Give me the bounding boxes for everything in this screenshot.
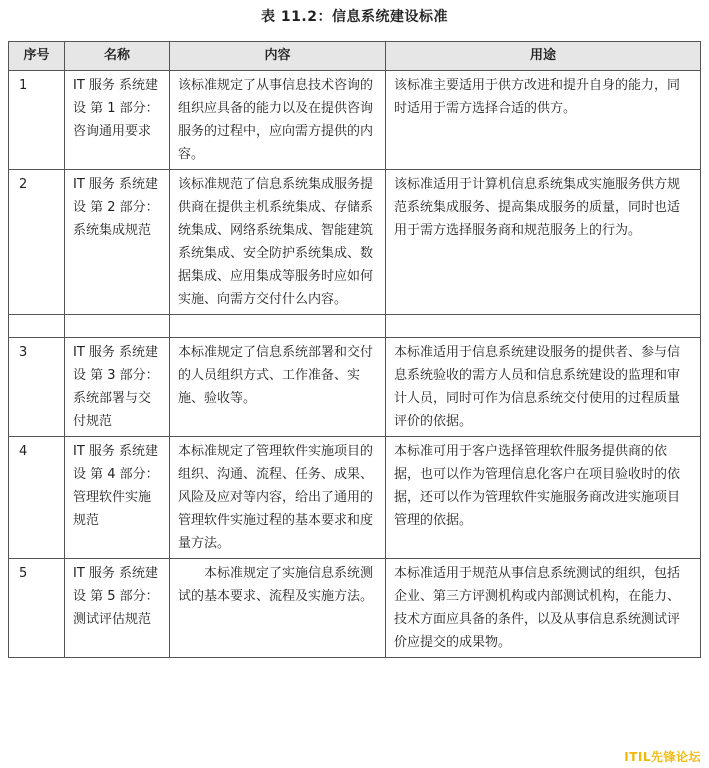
cell-content: 本标准规定了管理软件实施项目的组织、沟通、流程、任务、成果、风险及应对等内容，给出了通用的管理软件实施过程的基本要求和度量方法。 [170, 437, 386, 559]
header-no: 序号 [9, 42, 65, 71]
header-usage: 用途 [386, 42, 701, 71]
cell-name: IT 服务 系统建设 第 1 部分：咨询通用要求 [65, 71, 170, 170]
cell-no: 1 [9, 71, 65, 170]
table-row [9, 71, 701, 170]
table-row [9, 338, 701, 437]
header-content: 内容 [170, 42, 386, 71]
standards-table [8, 41, 701, 658]
cell-content: 该标准规定了从事信息技术咨询的组织应具备的能力以及在提供咨询服务的过程中，应向需方提供的内容。 [170, 71, 386, 170]
cell-usage: 本标准可用于客户选择管理软件服务提供商的依据，也可以作为管理信息化客户在项目验收时的依据，还可以作为管理软件实施服务商改进实施项目管理的依据。 [386, 437, 701, 559]
cell-usage: 该标准主要适用于供方改进和提升自身的能力，同时适用于需方选择合适的供方。 [386, 71, 701, 170]
cell-usage: 本标准适用于信息系统建设服务的提供者、参与信息系统验收的需方人员和信息系统建设的监理和审计人员，同时可作为信息系统交付使用的过程质量评价的依据。 [386, 338, 701, 437]
cell-empty [386, 315, 701, 338]
table-gap-row [9, 315, 701, 338]
table-row [9, 170, 701, 315]
cell-content: 该标准规范了信息系统集成服务提供商在提供主机系统集成、存储系统集成、网络系统集成、智能建筑系统集成、安全防护系统集成、数据集成、应用集成等服务时应如何实施、向需方交付什么内容。 [170, 170, 386, 315]
cell-empty [9, 315, 65, 338]
cell-name: IT 服务 系统建设 第 5 部分：测试评估规范 [65, 559, 170, 658]
table-header-row [9, 42, 701, 71]
table-caption: 表 11.2：信息系统建设标准 [261, 9, 448, 25]
cell-empty [65, 315, 170, 338]
cell-no: 2 [9, 170, 65, 315]
cell-name: IT 服务 系统建设 第 3 部分：系统部署与交付规范 [65, 338, 170, 437]
cell-content: 本标准规定了实施信息系统测试的基本要求、流程及实施方法。 [170, 559, 386, 658]
cell-usage: 该标准适用于计算机信息系统集成实施服务供方规范系统集成服务、提高集成服务的质量，同时也适用于需方选择服务商和规范服务上的行为。 [386, 170, 701, 315]
header-name: 名称 [65, 42, 170, 71]
watermark-logo-text: ITIL先锋论坛 [624, 750, 701, 764]
cell-empty [170, 315, 386, 338]
cell-name: IT 服务 系统建设 第 2 部分：系统集成规范 [65, 170, 170, 315]
cell-no: 5 [9, 559, 65, 658]
cell-content: 本标准规定了信息系统部署和交付的人员组织方式、工作准备、实施、验收等。 [170, 338, 386, 437]
table-row [9, 559, 701, 658]
cell-name: IT 服务 系统建设 第 4 部分：管理软件实施规范 [65, 437, 170, 559]
cell-no: 4 [9, 437, 65, 559]
cell-no: 3 [9, 338, 65, 437]
table-row [9, 437, 701, 559]
cell-usage: 本标准适用于规范从事信息系统测试的组织，包括企业、第三方评测机构或内部测试机构，在能力、技术方面应具备的条件，以及从事信息系统测试评价应提交的成果物。 [386, 559, 701, 658]
